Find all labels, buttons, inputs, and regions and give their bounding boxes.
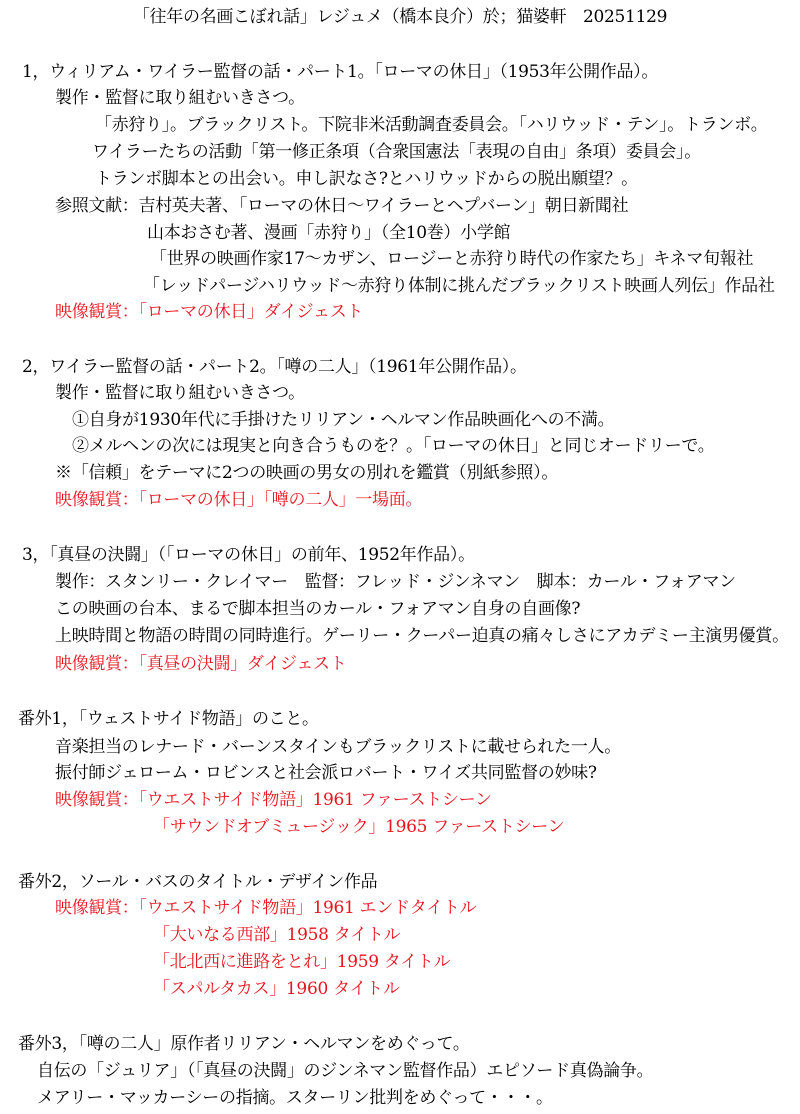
viewing-line: 映像観賞：「ローマの休日」「噂の二人」一場面。 [55, 490, 423, 510]
viewing-line: 映像観賞：「ウエストサイド物語」1961 ファーストシーン [55, 790, 492, 810]
text-line: 自伝の「ジュリア」（「真昼の決闘」のジンネマン監督作品）エピソード真偽論争。 [37, 1061, 654, 1081]
viewing-line: 映像観賞：「真昼の決闘」ダイジェスト [55, 654, 347, 674]
text-line: 「赤狩り」。ブラックリスト。下院非米活動調査委員会。「ハリウッド・テン」。トランボ。 [95, 115, 768, 135]
text-line: この映画の台本、まるで脚本担当のカール・フォアマン自身の自画像? [55, 599, 581, 619]
document-title: 「往年の名画こぼれ話」レジュメ（橋本良介）於；猫婆軒 20251129 [132, 7, 668, 27]
section-heading: 1，ウィリアム・ワイラー監督の話・パート1。「ローマの休日」（1953年公開作品）。 [22, 62, 659, 82]
text-line: 上映時間と物語の時間の同時進行。ゲーリー・クーパー迫真の痛々しさにアカデミー主演男優賞。 [55, 626, 789, 646]
viewing-line: 映像観賞：「ウエストサイド物語」1961 エンドタイトル [55, 898, 477, 918]
text-line: ②メルヘンの次には現実と向き合うものを？。「ローマの休日」と同じオードリーで。 [72, 436, 715, 456]
text-line: ワイラーたちの活動「第一修正条項（合衆国憲法「表現の自由」条項）委員会」。 [92, 142, 701, 162]
reference-line: 参照文献：吉村英夫著、「ローマの休日～ワイラーとヘプバーン」朝日新聞社 [55, 196, 629, 216]
text-line: 製作・監督に取り組むいきさつ。 [55, 383, 305, 403]
text-line: トランボ脚本との出会い。申し訳なさ?とハリウッドからの脱出願望？。 [95, 169, 638, 189]
text-line: 製作・監督に取り組むいきさつ。 [55, 88, 305, 108]
section-heading: 番外2，ソール・バスのタイトル・デザイン作品 [18, 872, 378, 892]
viewing-line: 「大いなる西部」1958 タイトル [153, 925, 401, 945]
text-line: 音楽担当のレナード・バーンスタインもブラックリストに載せられた一人。 [55, 737, 621, 757]
viewing-line: 「サウンドオブミュージック」1965 ファーストシーン [153, 817, 565, 837]
reference-line: 「世界の映画作家17～カザン、ロージーと赤狩り時代の作家たち」キネマ旬報社 [150, 249, 754, 269]
section-heading: 2，ワイラー監督の話・パート2。「噂の二人」（1961年公開作品）。 [22, 357, 527, 377]
text-line: ※「信頼」をテーマに2つの映画の男女の別れを鑑賞（別紙参照）。 [55, 463, 559, 483]
reference-line: 山本おさむ著、漫画「赤狩り」（全10巻）小学館 [147, 223, 511, 243]
section-heading: 番外1，「ウェストサイド物語」のこと。 [18, 709, 319, 729]
text-line: 製作：スタンリー・クレイマー 監督：フレッド・ジンネマン 脚本：カール・フォアマン [55, 572, 736, 592]
viewing-line: 「北北西に進路をとれ」1959 タイトル [153, 952, 451, 972]
viewing-line: 映像観賞：「ローマの休日」ダイジェスト [55, 302, 364, 322]
viewing-line: 「スパルタカス」1960 タイトル [153, 979, 400, 999]
text-line: ①自身が1930年代に手掛けたリリアン・ヘルマン作品映画化への不満。 [72, 410, 615, 430]
text-line: 振付師ジェローム・ロビンスと社会派ロバート・ワイズ共同監督の妙味? [55, 763, 597, 783]
section-heading: 3，「真昼の決闘」（「ローマの休日」の前年、1952年作品）。 [22, 545, 475, 565]
text-line: メアリー・マッカーシーの指摘。スターリン批判をめぐって・・・。 [37, 1088, 553, 1108]
reference-line: 「レッドパージハリウッド～赤狩り体制に挑んだブラックリスト映画人列伝」作品社 [143, 276, 775, 296]
section-heading: 番外3，「噂の二人」原作者リリアン・ヘルマンをめぐって。 [18, 1034, 470, 1054]
